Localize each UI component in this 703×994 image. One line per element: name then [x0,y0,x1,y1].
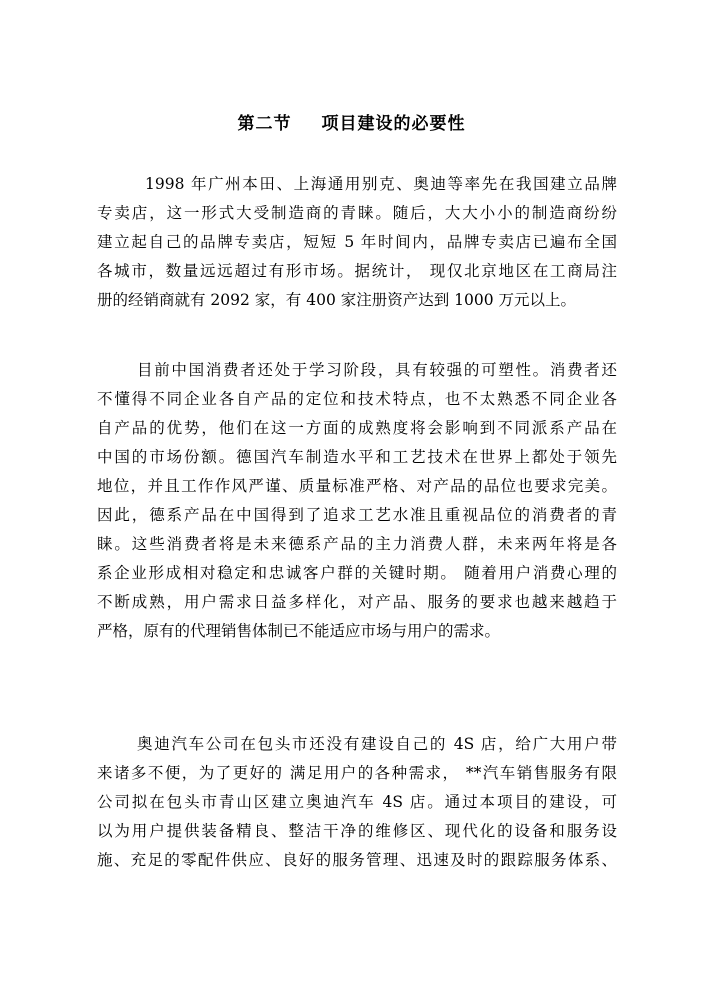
paragraph-line: 目前中国消费者还处于学习阶段，具有较强的可塑性。消费者还 [137,361,617,379]
paragraph-line: 地位，并且工作作风严谨、质量标准严格、对产品的品位也要求完美。 [97,477,617,495]
paragraph-line: 册的经销商就有 2092 家，有 400 家注册资产达到 1000 万元以上。 [97,291,577,309]
section-title [0,111,703,137]
paragraph-line: 专卖店，这一形式大受制造商的青睐。随后，大大小小的制造商纷纷 [97,204,617,222]
section-number: 第二节 [237,114,292,134]
paragraph-line: 不懂得不同企业各自产品的定位和技术特点，也不太熟悉不同企业各 [97,390,617,408]
paragraph-line: 严格，原有的代理销售体制已不能适应市场与用户的需求。 [97,622,501,640]
paragraph-line: 睐。这些消费者将是未来德系产品的主力消费人群，未来两年将是各 [97,535,617,553]
paragraph-line: 施、充足的零配件供应、良好的服务管理、迅速及时的跟踪服务体系、 [97,851,617,869]
paragraph-2 [97,356,617,646]
paragraph-line: 中国的市场份额。德国汽车制造水平和工艺技术在世界上都处于领先 [97,448,617,466]
paragraph-1 [97,170,617,315]
paragraph-line: 1998 年广州本田、上海通用别克、奥迪等率先在我国建立品牌 [145,175,617,193]
section-heading: 项目建设的必要性 [321,114,466,134]
paragraph-line: 奥迪汽车公司在包头市还没有建设自己的 4S 店，给广大用户带 [137,735,617,753]
paragraph-line: 各城市，数量远远超过有形市场。据统计， 现仅北京地区在工商局注 [97,262,617,280]
paragraph-line: 不断成熟，用户需求日益多样化，对产品、服务的要求也越来越趋于 [97,593,617,611]
paragraph-line: 以为用户提供装备精良、整洁干净的维修区、现代化的设备和服务设 [97,822,617,840]
paragraph-line: 因此，德系产品在中国得到了追求工艺水准且重视品位的消费者的青 [97,506,617,524]
paragraph-line: 建立起自己的品牌专卖店，短短 5 年时间内，品牌专卖店已遍布全国 [97,233,617,251]
paragraph-line: 来诸多不便，为了更好的 满足用户的各种需求， **汽车销售服务有限 [97,764,617,782]
paragraph-line: 系企业形成相对稳定和忠诚客户群的关键时期。 随着用户消费心理的 [97,564,617,582]
paragraph-3 [97,730,617,875]
paragraph-line: 公司拟在包头市青山区建立奥迪汽车 4S 店。通过本项目的建设，可 [97,793,617,811]
paragraph-line: 自产品的优势，他们在这一方面的成熟度将会影响到不同派系产品在 [97,419,617,437]
